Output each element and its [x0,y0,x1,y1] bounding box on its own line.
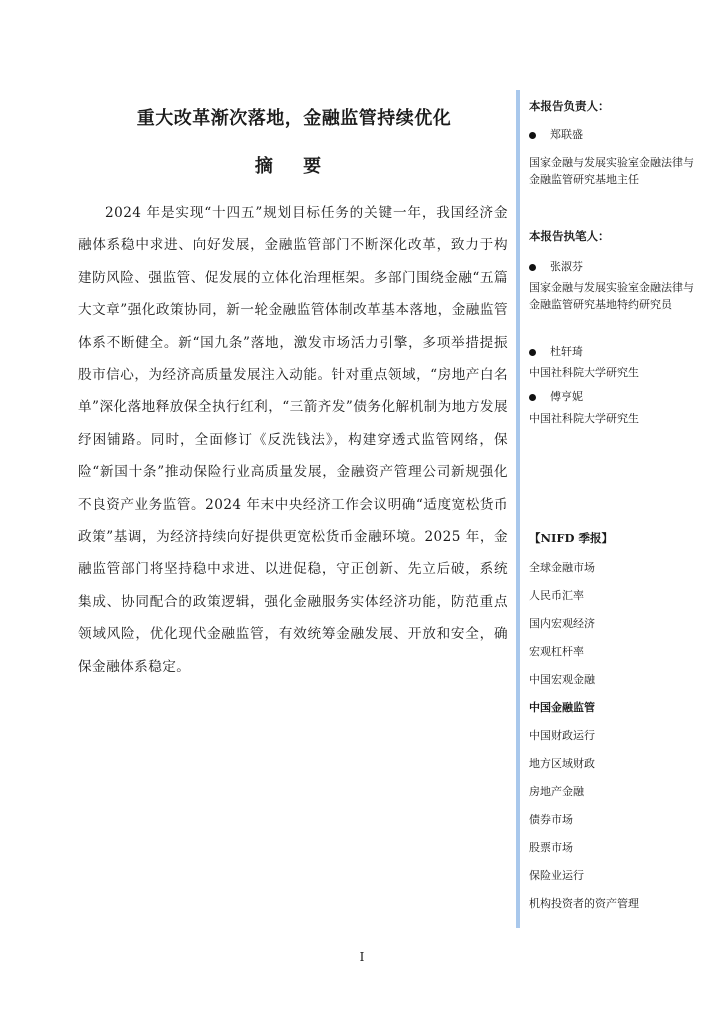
abstract-heading: 摘 要 [254,156,334,177]
series-item[interactable]: 人民币汇率 [529,589,584,602]
writers-heading: 本报告执笔人： [529,229,610,243]
bullet-icon [529,264,536,271]
series-item[interactable]: 中国财政运行 [529,729,595,742]
person-name: 张淑芬 [550,260,583,273]
series-item[interactable]: 中国宏观金融 [529,673,595,686]
series-item-active[interactable]: 中国金融监管 [529,701,595,714]
person-name: 傅亨妮 [550,390,583,403]
writer-affiliation: 中国社科院大学研究生 [529,366,639,379]
report-title: 重大改革渐次落地，金融监管持续优化 [136,108,452,129]
series-item[interactable]: 全球金融市场 [529,561,595,574]
writer [529,388,583,404]
bullet-icon [529,132,536,139]
series-heading: 【NIFD 季报】 [529,531,614,545]
series-item[interactable]: 债券市场 [529,813,573,826]
bullet-icon [529,394,536,401]
person-name: 杜轩琦 [550,345,583,358]
series-item[interactable]: 地方区域财政 [529,757,595,770]
bullet-icon [529,349,536,356]
writer [529,343,583,359]
page-number: I [359,950,365,964]
responsible-heading: 本报告负责人： [529,99,610,113]
series-item[interactable]: 机构投资者的资产管理 [529,897,639,910]
writer-affiliation: 国家金融与发展实验室金融法律与金融监管研究基地特约研究员 [529,281,694,311]
series-item[interactable]: 股票市场 [529,841,573,854]
series-item[interactable]: 国内宏观经济 [529,617,595,630]
series-item[interactable]: 房地产金融 [529,785,584,798]
series-item[interactable]: 保险业运行 [529,869,584,882]
writer-affiliation: 中国社科院大学研究生 [529,412,639,425]
responsible-affiliation: 国家金融与发展实验室金融法律与金融监管研究基地主任 [529,156,694,186]
responsible-person [529,126,583,142]
person-name: 郑联盛 [550,128,583,141]
abstract-body: 2024 年是实现“十四五”规划目标任务的关键一年，我国经济金融体系稳中求进、向好发展，金融监管部门不断深化改革，致力于构建防风险、强监管、促发展的立体化治理框架。多部门围绕金融“五篇大文章”强化政策协同，新一轮金融监管体制改革基本落地，金融监管体系不断健全。新“国九条”落地，激发市场活力引擎，多项举措提振股市信心，为经济高质量发展注入动能。针对重点领域，“房地产白名单”深化落地释放保全执行红利，“三箭齐发”债务化解机制为地方发展纾困铺路。同时，全面修订《反洗钱法》，构建穿透式监管网络，保险“新国十条”推动保险行业高质量发展，金融资产管理公司新规强化不良资产业务监管。2024 年末中央经济工作会议明确“适度宽松货币政策”基调，为经济持续向好提供更宽松货币金融环境。2025 年，金融监管部门将坚持稳中求进、以进促稳，守正创新、先立后破，系统集成、协同配合的政策逻辑，强化金融服务实体经济功能，防范重点领域风险，优化现代金融监管，有效统筹金融发展、开放和安全，确保金融体系稳定。 [78,205,508,675]
series-item[interactable]: 宏观杠杆率 [529,645,584,658]
sidebar-divider [516,90,520,928]
writer [529,258,583,274]
